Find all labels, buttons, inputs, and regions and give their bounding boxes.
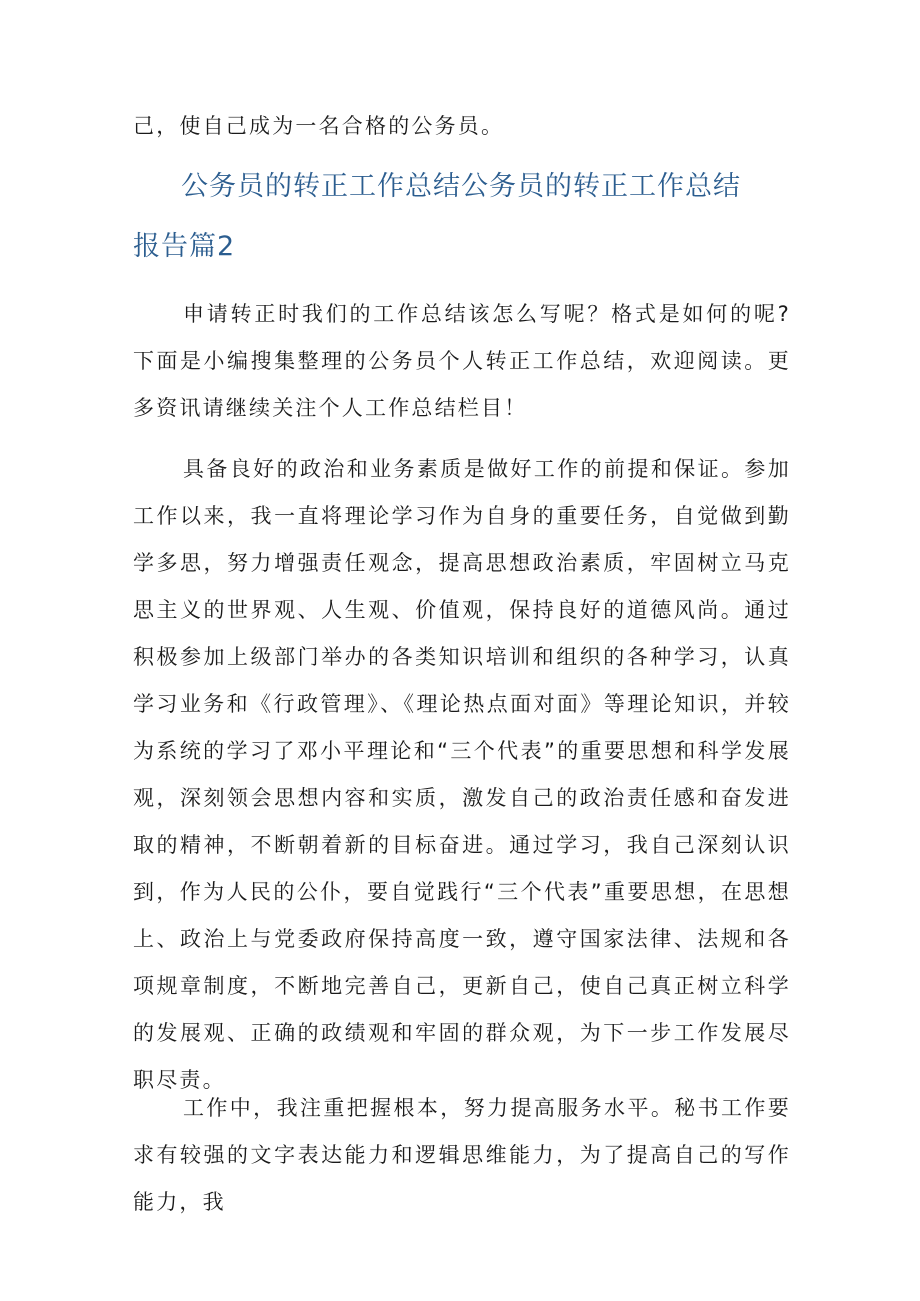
paragraph-intro: 申请转正时我们的工作总结该怎么写呢？格式是如何的呢?下面是小编搜集整理的公务员个人转正工作总结，欢迎阅读。更多资讯请继续关注个人工作总结栏目！ <box>133 302 791 420</box>
section-heading-line-1: 公务员的转正工作总结公务员的转正工作总结 <box>181 171 741 202</box>
continuation-line: 己，使自己成为一名合格的公务员。 <box>133 114 505 138</box>
section-heading-line-2: 报告篇2 <box>133 231 236 262</box>
paragraph-political-quality: 具备良好的政治和业务素质是做好工作的前提和保证。参加工作以来，我一直将理论学习作为自身的重要任务，自觉做到勤学多思，努力增强责任观念，提高思想政治素质，牢固树立马克思主义的世界观、人生观、价值观，保持良好的道德风尚。通过积极参加上级部门举办的各类知识培训和组织的各种学习，认真学习业务和《行政管理》、《理论热点面对面》等理论知识，并较为系统的学习了邓小平理论和“三个代表”的重要思想和科学发展观，深刻领会思想内容和实质，激发自己的政治责任感和奋发进取的精神，不断朝着新的目标奋进。通过学习，我自己深刻认识到，作为人民的公仆，要自觉践行“三个代表”重要思想，在思想上、政治上与党委政府保持高度一致，遵守国家法律、法规和各项规章制度，不断地完善自己，更新自己，使自己真正树立科学的发展观、正确的政绩观和牢固的群众观，为下一步工作发展尽职尽责。 <box>133 457 791 1092</box>
section-heading <box>133 157 793 277</box>
paragraph-work-service: 工作中，我注重把握根本，努力提高服务水平。秘书工作要求有较强的文字表达能力和逻辑思维能力，为了提高自己的写作能力，我 <box>133 1096 791 1214</box>
